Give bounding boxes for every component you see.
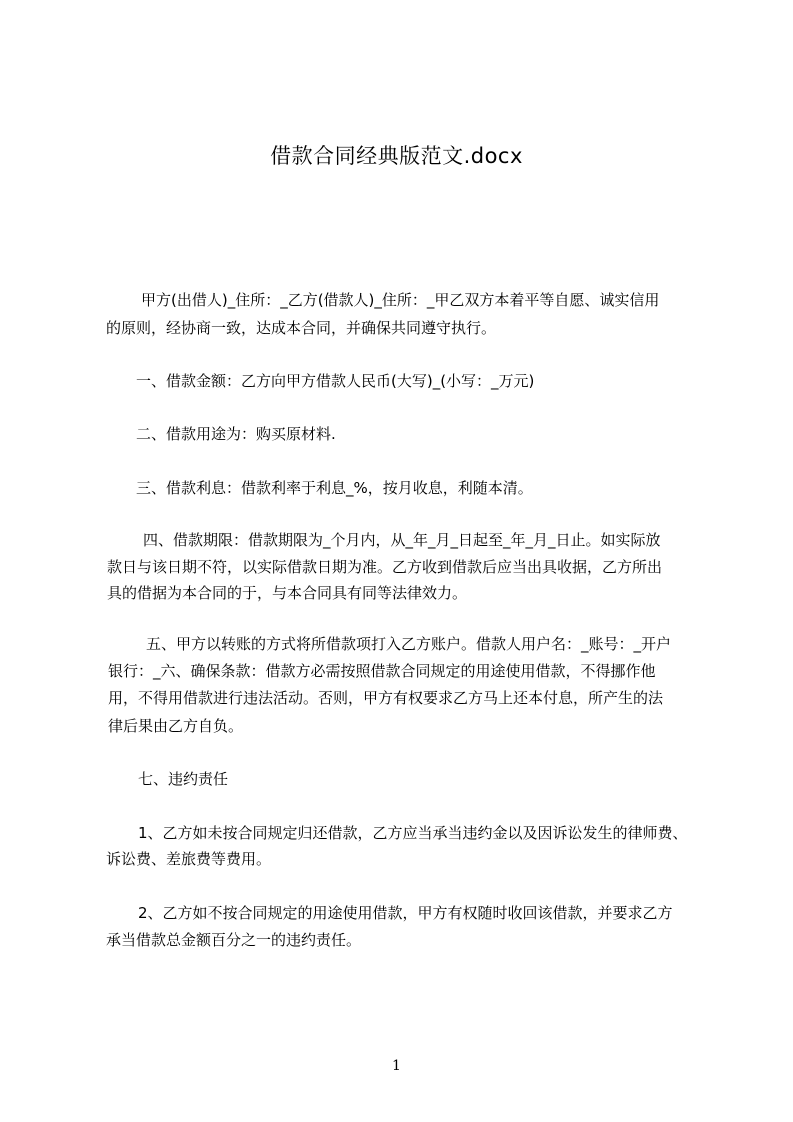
paragraph-line: 款日与该日期不符，以实际借款日期为准。乙方收到借款后应当出具收据，乙方所出	[107, 558, 663, 576]
paragraph-line: 承当借款总金额百分之一的违约责任。	[106, 931, 362, 949]
paragraph-line: 甲方(出借人)_住所：_乙方(借款人)_住所：_甲乙双方本着平等自愿、诚实信用	[141, 291, 660, 309]
paragraph-line: 2、乙方如不按合同规定的用途使用借款，甲方有权随时收回该借款，并要求乙方	[138, 904, 673, 922]
document-title: 借款合同经典版范文.docx	[270, 144, 523, 168]
paragraph-line: 七、违约责任	[138, 770, 229, 788]
paragraph-line: 的原则，经协商一致，达成本合同，并确保共同遵守执行。	[106, 319, 497, 337]
paragraph-line: 1、乙方如未按合同规定归还借款，乙方应当承当违约金以及因诉讼发生的律师费、	[138, 824, 688, 842]
paragraph-line: 五、甲方以转账的方式将所借款项打入乙方账户。借款人用户名：_账号：_开户	[146, 635, 672, 653]
paragraph-line: 具的借据为本合同的于，与本合同具有同等法律效力。	[107, 584, 468, 602]
paragraph-line: 银行：_六、确保条款：借款方必需按照借款合同规定的用途使用借款，不得挪作他	[108, 662, 656, 680]
paragraph-line: 二、借款用途为：购买原材料.	[136, 425, 336, 443]
paragraph-line: 三、借款利息：借款利率于利息_%，按月收息，利随本清。	[136, 479, 533, 497]
paragraph-line: 用，不得用借款进行违法活动。否则，甲方有权要求乙方马上还本付息，所产生的法	[108, 689, 664, 707]
paragraph-line: 四、借款期限：借款期限为_个月内，从_年_月_日起至_年_月_日止。如实际放	[143, 531, 661, 549]
page-number: 1	[392, 1058, 401, 1074]
paragraph-line: 一、借款金额：乙方向甲方借款人民币(大写)_(小写：_万元)	[136, 372, 535, 390]
paragraph-line: 诉讼费、差旅费等费用。	[106, 850, 272, 868]
paragraph-line: 律后果由乙方自负。	[108, 717, 244, 735]
